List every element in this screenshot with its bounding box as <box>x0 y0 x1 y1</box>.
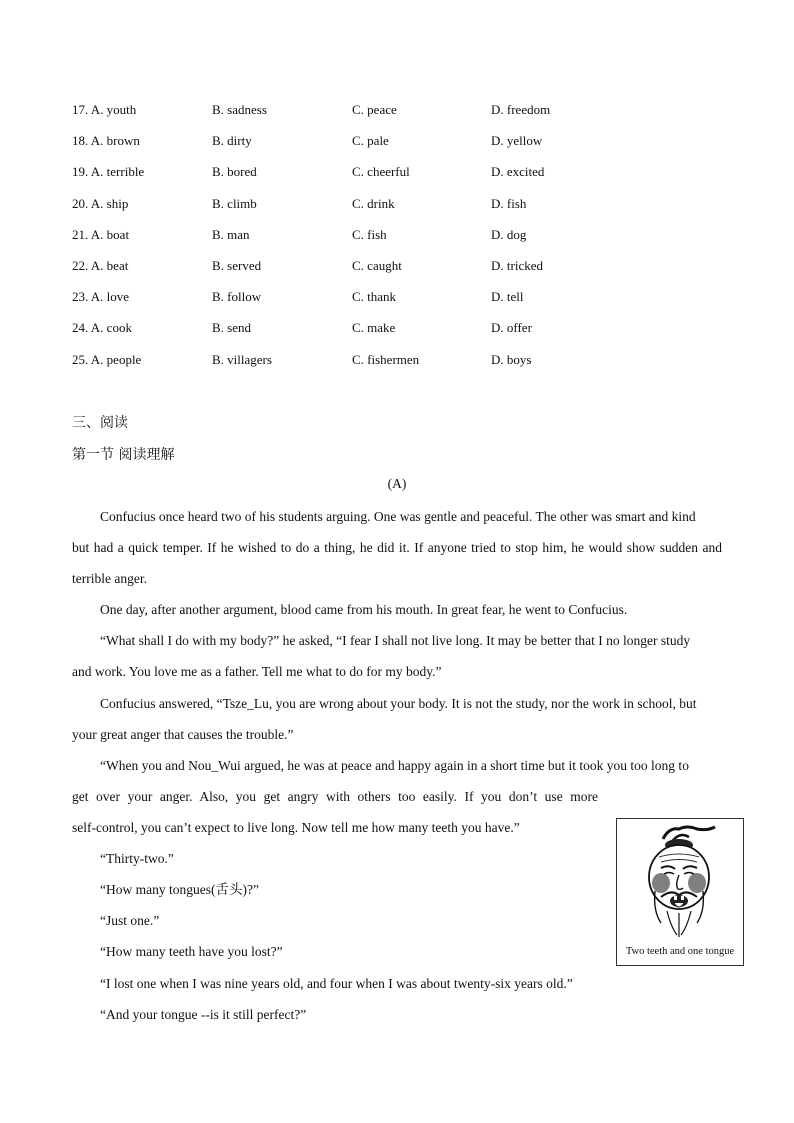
passage-line: your great anger that causes the trouble.” <box>72 727 294 742</box>
option-a: 24. A. cook <box>72 320 132 336</box>
passage-line: “How many teeth have you lost?” <box>100 944 283 959</box>
passage-line: “Thirty-two.” <box>100 851 174 866</box>
option-c: C. peace <box>352 102 397 117</box>
passage-line: “Just one.” <box>100 913 160 928</box>
old-man-face-icon <box>617 819 743 965</box>
option-c: C. caught <box>352 257 402 273</box>
option-row <box>72 318 722 349</box>
option-d: D. yellow <box>491 133 543 149</box>
option-c: C. cheerful <box>352 164 410 180</box>
option-d: D. dog <box>491 226 527 242</box>
passage-line: One day, after another argument, blood came from his mouth. In great fear, he went to Confucius. <box>100 602 628 617</box>
option-d: D. freedom <box>491 102 551 117</box>
option-row <box>72 350 722 381</box>
option-c: C. make <box>352 320 396 336</box>
option-b: B. villagers <box>212 351 272 367</box>
option-b: B. follow <box>212 289 262 305</box>
option-c: C. drink <box>352 195 395 211</box>
option-b: B. served <box>212 257 262 273</box>
passage-line: “I lost one when I was nine years old, and four when I was about twenty-six years old.” <box>100 976 573 991</box>
option-a: 17. A. youth <box>72 102 137 117</box>
option-a: 25. A. people <box>72 351 142 367</box>
option-row <box>72 287 722 318</box>
option-a: 23. A. love <box>72 289 130 305</box>
option-a: 19. A. terrible <box>72 164 145 180</box>
option-d: D. fish <box>491 195 527 211</box>
option-c: C. thank <box>352 289 397 305</box>
option-d: D. tell <box>491 289 524 305</box>
figure-caption: Two teeth and one tongue <box>625 946 735 957</box>
option-d: D. offer <box>491 320 532 336</box>
passage-line: self-control, you can’t expect to live long. Now tell me how many teeth you have.” <box>72 820 520 835</box>
option-row <box>72 131 722 162</box>
passage-line: “And your tongue --is it still perfect?” <box>100 1007 307 1022</box>
option-row <box>72 194 722 225</box>
passage-label: (A) <box>387 476 407 491</box>
option-a: 20. A. ship <box>72 195 129 211</box>
passage-line: and work. You love me as a father. Tell me what to do for my body.” <box>72 664 442 679</box>
option-c: C. fish <box>352 226 387 242</box>
option-a: 21. A. boat <box>72 226 130 242</box>
option-b: B. sadness <box>212 102 267 117</box>
passage-line: Confucius answered, “Tsze_Lu, you are wrong about your body. It is not the study, nor the work in school, but <box>100 696 697 711</box>
option-row <box>72 225 722 256</box>
option-b: B. bored <box>212 164 257 180</box>
passage-line: Confucius once heard two of his students arguing. One was gentle and peaceful. The other was smart and kind <box>100 509 696 524</box>
option-b: B. man <box>212 226 250 242</box>
option-a: 22. A. beat <box>72 257 129 273</box>
passage-line: but had a quick temper. If he wished to do a thing, he did it. If anyone tried to stop him, he would show sudden and <box>72 540 722 555</box>
passage-line: “How many tongues(舌头)?” <box>100 882 259 897</box>
section-subtitle: 第一节 阅读理解 <box>72 447 175 463</box>
passage-line: get over your anger. Also, you get angry with others too easily. If you don’t use more <box>72 789 598 804</box>
option-row <box>72 162 722 193</box>
section-title: 三、阅读 <box>72 415 128 431</box>
passage-line: “When you and Nou_Wui argued, he was at peace and happy again in a short time but it took you too long to <box>100 758 689 773</box>
option-b: B. send <box>212 320 251 336</box>
option-b: B. climb <box>212 195 257 211</box>
passage-line: “What shall I do with my body?” he asked, “I fear I shall not live long. It may be better that I no longer study <box>100 633 691 648</box>
option-c: C. fishermen <box>352 351 420 367</box>
option-c: C. pale <box>352 133 389 149</box>
option-d: D. excited <box>491 164 545 180</box>
option-row <box>72 100 722 131</box>
option-a: 18. A. brown <box>72 133 140 149</box>
option-d: D. tricked <box>491 257 543 273</box>
passage-line: terrible anger. <box>72 571 147 586</box>
confucius-illustration <box>616 818 744 966</box>
answer-options <box>72 100 722 381</box>
option-row <box>72 256 722 287</box>
option-b: B. dirty <box>212 133 252 149</box>
option-d: D. boys <box>491 351 532 367</box>
